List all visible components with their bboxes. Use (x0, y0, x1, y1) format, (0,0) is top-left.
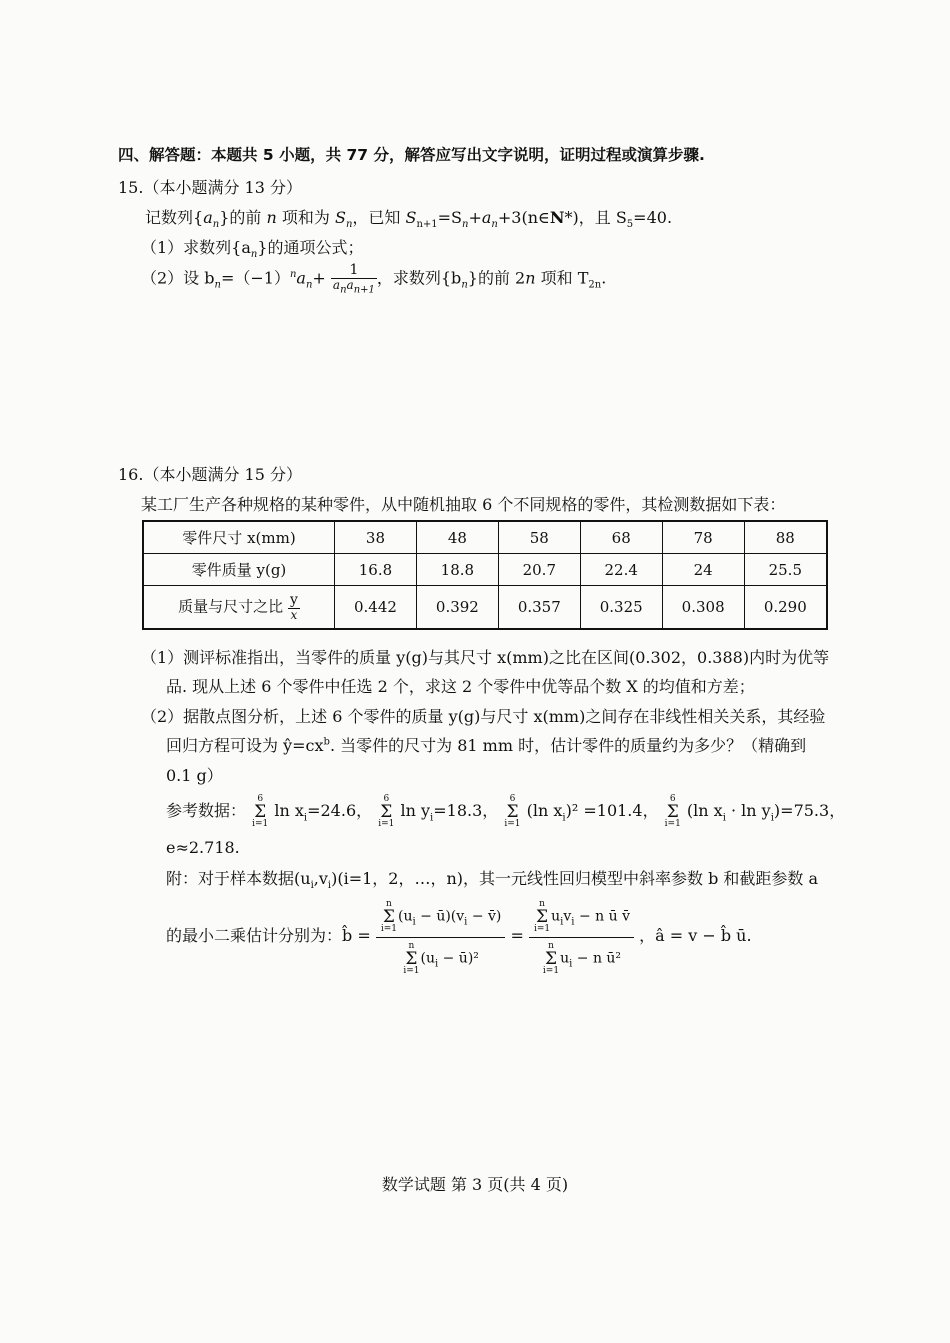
mass-cell: 24 (662, 554, 744, 586)
ratio-cell: 0.308 (662, 586, 744, 630)
q16-part1-line1: （1）测评标准指出，当零件的质量 y(g)与其尺寸 x(mm)之比在区间(0.302，0.388)内时为优等 (141, 648, 830, 667)
q16-part2-line1: （2）据散点图分析，上述 6 个零件的质量 y(g)与尺寸 x(mm)之间存在非线性相关关系，其经验 (141, 707, 826, 726)
mass-cell: 16.8 (335, 554, 417, 586)
q15-stem: 记数列$\{a_n\}$的前 n 项和为 $S_n$，已知 $S_{n+1}=S_n+a_n+3(n\in N*)$，且 $S_5=40$. (145, 208, 673, 231)
size-cell: 88 (744, 521, 827, 554)
inspection-data-table (142, 520, 828, 630)
ratio-cell: 0.392 (416, 586, 498, 630)
table-row-ratio (143, 586, 827, 630)
page-footer: 数学试题 第 3 页(共 4 页) (381, 1175, 569, 1194)
mass-cell: 18.8 (416, 554, 498, 586)
size-cell: 38 (335, 521, 417, 554)
q15-fraction: $\frac{1}{a_na_{n+1}}$ (332, 262, 375, 296)
size-cell: 78 (662, 521, 744, 554)
least-squares-formula: 的最小二乘估计分别为：b̂ = n Σ $i=1(u_i$ − $ū)(v_i$ − v̄) n Σ $i=1(u_i$ − ū)² = n Σ $i=1u_iv_i - n$ ū v̄ n Σ $i=1u_i - n$ ū² ，â = v − b̂ ū. (166, 899, 752, 976)
ratio-cell: 0.290 (744, 586, 827, 630)
appendix-line1: 附：对于样本数据$(u_i,v_i)(i=1$，2，…，n)，其一元线性回归模型中斜率参数 b 和截距参数 a (166, 869, 819, 892)
reference-data: 参考数据： 6 Σ i=1 $\ln x_i=24.6$， 6 Σ i=1 $\ln y_i=18.3$， 6 Σ i=1 (ln $x_i)^2 =101.4$， 6 Σ i=1 (ln $x_i \cdot \ln y_i)=75.3$， (166, 794, 846, 829)
slope-formula-1: n Σ $i=1(u_i$ − $ū)(v_i$ − v̄) n Σ $i=1(u_i$ − ū)² (376, 898, 506, 975)
q15-part1: （1）求数列$\{a_n\}$的通项公式； (141, 238, 364, 261)
q15-header: 15.（本小题满分 13 分） (118, 178, 302, 197)
q16-part1-line2: 品. 现从上述 6 个零件中任选 2 个，求这 2 个零件中优等品个数 X 的均值和方差； (166, 677, 755, 696)
ratio-cell: 0.442 (335, 586, 417, 630)
q15-part2: （2）设 $b_n=(-1)^na_n+$ $\frac{1}{a_na_{n+1}}$ ，求数列$\{b_n\}$的前 2n 项和 $T_{2n}$. (141, 262, 607, 296)
mass-cell: 22.4 (580, 554, 662, 586)
table-row-size (143, 521, 827, 554)
section-heading: 四、解答题：本题共 5 小题，共 77 分，解答应写出文字说明，证明过程或演算步骤. (118, 146, 705, 164)
table-row-mass (143, 554, 827, 586)
ratio-cell: 0.325 (580, 586, 662, 630)
row-header-mass: 零件质量 y(g) (143, 554, 335, 586)
ratio-cell: 0.357 (498, 586, 580, 630)
q16-part2-line3: 0.1 g） (166, 766, 223, 785)
row-header-ratio: 质量与尺寸之比 $\frac{y}{x}$ (143, 586, 335, 630)
row-header-size: 零件尺寸 x(mm) (143, 521, 335, 554)
size-cell: 48 (416, 521, 498, 554)
q16-header: 16.（本小题满分 15 分） (118, 465, 302, 484)
mass-cell: 20.7 (498, 554, 580, 586)
size-cell: 58 (498, 521, 580, 554)
mass-cell: 25.5 (744, 554, 827, 586)
size-cell: 68 (580, 521, 662, 554)
q16-intro: 某工厂生产各种规格的某种零件，从中随机抽取 6 个不同规格的零件，其检测数据如下表： (141, 495, 786, 514)
reference-e-value: e≈2.718. (166, 838, 240, 857)
q16-part2-line2: 回归方程可设为 $ŷ=cx^b$. 当零件的尺寸为 81 mm 时，估计零件的质量约为多少？（精确到 (166, 736, 807, 755)
slope-formula-2: n Σ $i=1u_iv_i - n$ ū v̄ n Σ $i=1u_i - n$ ū² (529, 898, 634, 975)
